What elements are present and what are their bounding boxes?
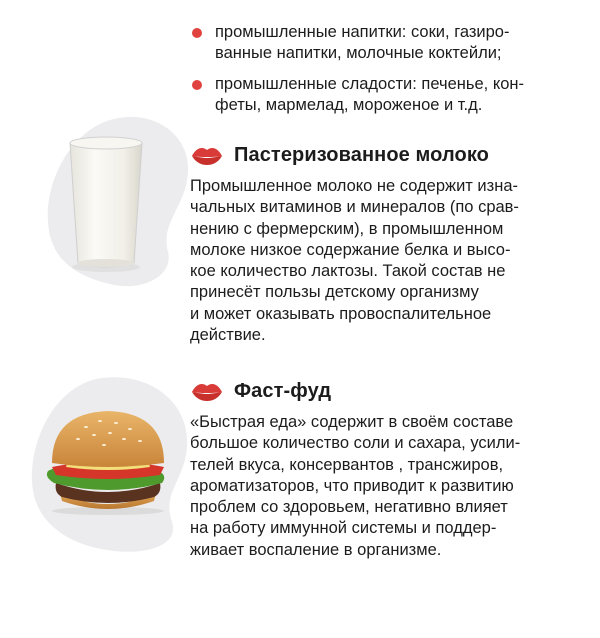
bullet-dot-icon (192, 28, 202, 38)
milk-section (190, 140, 585, 346)
body-line: Промышленное молоко не содержит изна- (190, 177, 518, 195)
bullet-line: промышленные напитки: соки, газиро- (215, 23, 510, 41)
body-line: чальных витаминов и минералов (по срав- (190, 198, 519, 217)
hamburger-image (38, 405, 178, 517)
section-body (190, 176, 585, 346)
list-item (190, 22, 580, 64)
fastfood-section (190, 376, 585, 561)
body-line: проблем со здоровьем, негативно влияет (190, 498, 508, 517)
body-line: ароматизаторов, что приводит к развитию (190, 476, 514, 495)
bullet-list (190, 22, 580, 126)
body-line: принесёт пользы детскому организму (190, 283, 479, 302)
section-header (190, 376, 585, 406)
body-line: действие. (190, 326, 266, 345)
bullet-dot-icon (192, 80, 202, 90)
body-line: кое количество лактозы. Такой состав не (190, 262, 506, 281)
section-title: Пастеризованное молоко (234, 143, 489, 166)
milk-glass-image (66, 135, 146, 275)
body-line: большое количество соли и сахара, усили- (190, 434, 521, 453)
lips-icon (190, 380, 224, 402)
section-body (190, 412, 585, 561)
body-line: на работу иммунной системы и поддер- (190, 519, 497, 538)
lips-icon (190, 144, 224, 166)
body-line: нению с фермерским), в промышленном (190, 219, 504, 238)
section-title: Фаст-фуд (234, 379, 332, 402)
body-line: «Быстрая еда» содержит в своём составе (190, 413, 514, 431)
section-header (190, 140, 585, 170)
body-line: молоке низкое содержание белка и высо- (190, 240, 511, 259)
body-line: живает воспаление в организме. (190, 540, 442, 559)
bullet-line: промышленные сладости: печенье, кон- (215, 75, 525, 93)
bullet-line: феты, мармелад, мороженое и т.д. (215, 96, 483, 114)
body-line: телей вкуса, консервантов , трансжиров, (190, 455, 504, 474)
body-line: и может оказывать провоспалительное (190, 304, 492, 323)
list-item (190, 74, 580, 116)
bullet-line: ванные напитки, молочные коктейли; (215, 44, 502, 62)
